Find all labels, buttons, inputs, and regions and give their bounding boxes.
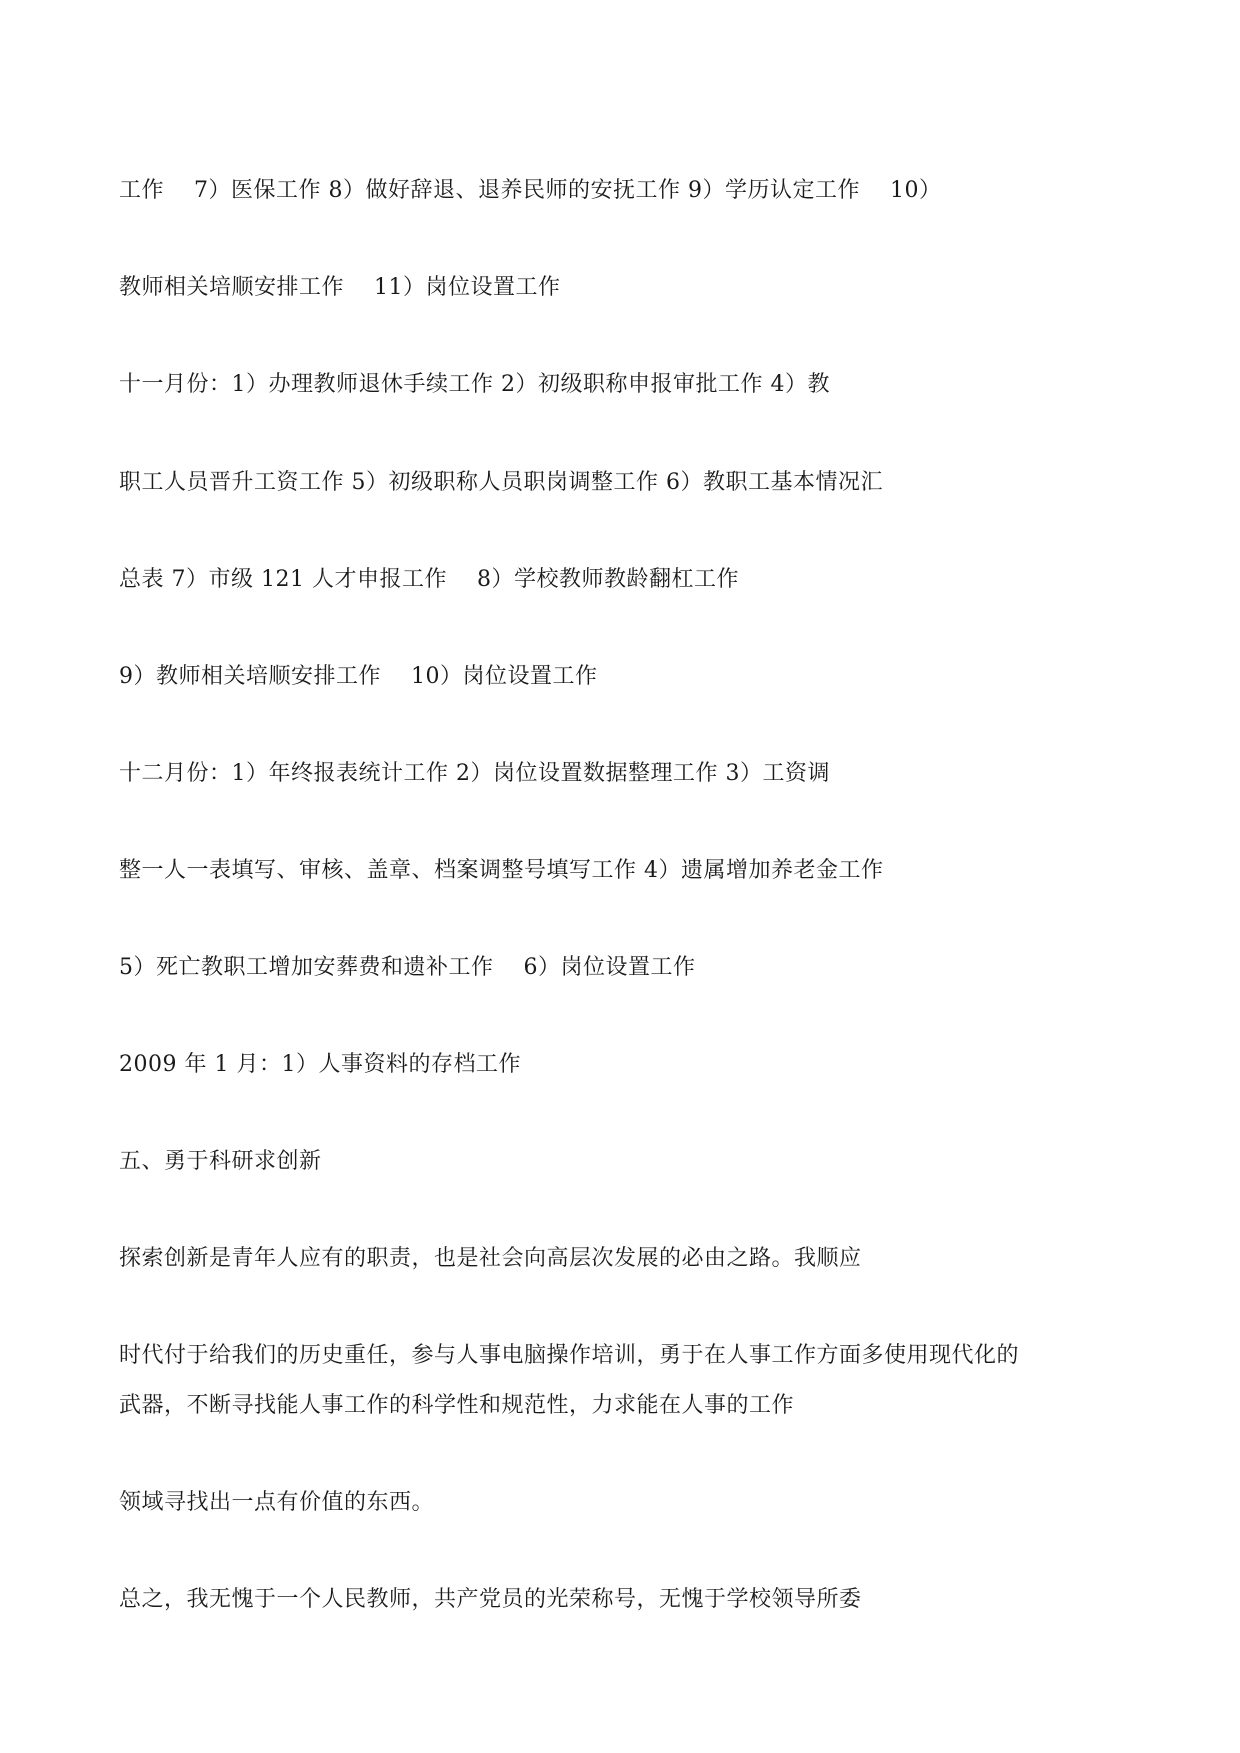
text-line: 教师相关培顺安排工作 11）岗位设置工作 [119, 275, 561, 300]
text-line: 十二月份：1）年终报表统计工作 2）岗位设置数据整理工作 3）工资调 [119, 761, 830, 786]
text-line: 武器，不断寻找能人事工作的科学性和规范性，力求能在人事的工作 [119, 1393, 795, 1418]
text-line: 探索创新是青年人应有的职责，也是社会向高层次发展的必由之路。我顺应 [119, 1246, 862, 1271]
text-line: 总之，我无愧于一个人民教师，共产党员的光荣称号，无愧于学校领导所委 [119, 1587, 862, 1612]
text-line: 5）死亡教职工增加安葬费和遗补工作 6）岗位设置工作 [119, 955, 696, 980]
text-line: 职工人员晋升工资工作 5）初级职称人员职岗调整工作 6）教职工基本情况汇 [119, 470, 883, 495]
section-heading: 五、勇于科研求创新 [119, 1149, 322, 1174]
text-line: 整一人一表填写、审核、盖章、档案调整号填写工作 4）遗属增加养老金工作 [119, 858, 884, 883]
text-line: 2009 年 1 月：1）人事资料的存档工作 [119, 1052, 521, 1077]
text-line: 总表 7）市级 121 人才申报工作 8）学校教师教龄翻杠工作 [119, 567, 739, 592]
text-line: 工作 7）医保工作 8）做好辞退、退养民师的安抚工作 9）学历认定工作 10） [119, 178, 942, 203]
text-line: 时代付于给我们的历史重任，参与人事电脑操作培训，勇于在人事工作方面多使用现代化的 [119, 1343, 1020, 1368]
text-line: 十一月份：1）办理教师退休手续工作 2）初级职称申报审批工作 4）教 [119, 372, 830, 397]
text-line: 领域寻找出一点有价值的东西。 [119, 1490, 435, 1515]
text-line: 9）教师相关培顺安排工作 10）岗位设置工作 [119, 664, 598, 689]
